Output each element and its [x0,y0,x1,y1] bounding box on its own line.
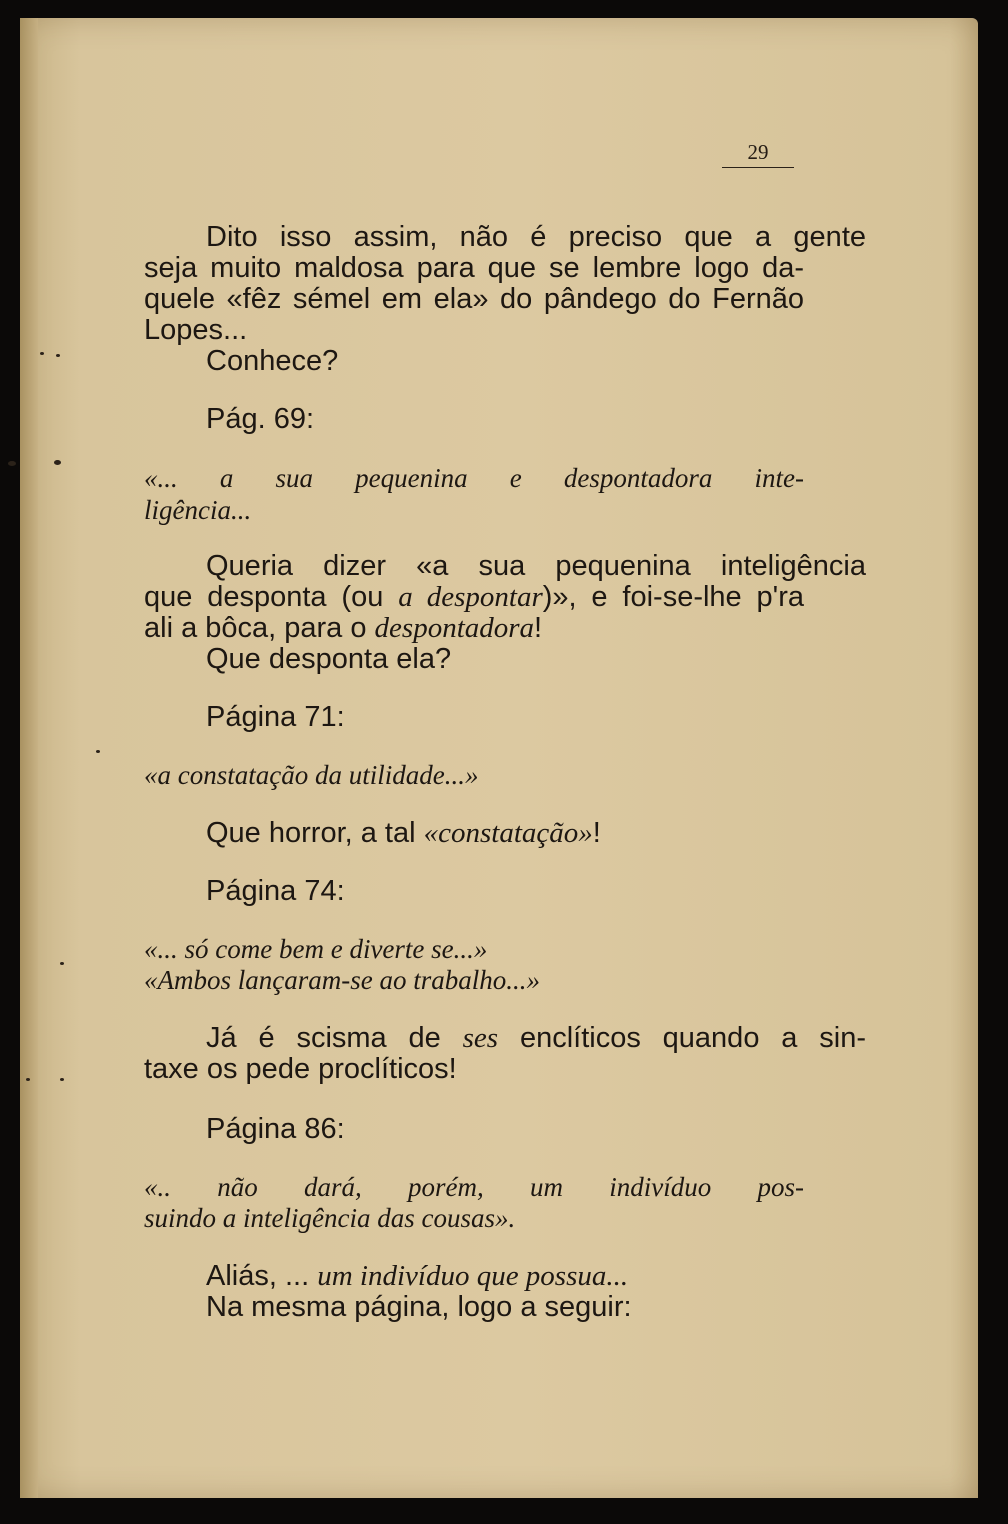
quote-line: «a constatação da utilidade...» [144,760,479,790]
quote-line: «... só come bem e diverte se...» [144,934,488,964]
text-line: Dito isso assim, não é preciso que a gente [206,221,866,253]
text-line: ali a bôca, para o despontadora! [144,612,543,644]
text-line: Que horror, a tal «constatação»! [206,817,601,849]
paper-speck [56,354,60,357]
section-heading: Página 86: [206,1113,345,1145]
text-line: quele «fêz sémel em ela» do pândego do Fernão [144,283,804,315]
quote-line: ligência... [144,495,252,525]
paper-speck [26,1078,30,1081]
text-line: Lopes... [144,314,248,346]
quote-line: «Ambos lançaram-se ao trabalho...» [144,965,540,995]
text-line: seja muito maldosa para que se lembre logo da- [144,252,804,284]
text-line: Queria dizer «a sua pequenina inteligência [206,550,866,582]
section-heading: Página 71: [206,701,345,733]
text-line: Na mesma página, logo a seguir: [206,1291,632,1323]
quote-line: suindo a inteligência das cousas». [144,1203,516,1233]
paper-speck [40,352,44,355]
page-gutter [20,18,38,1498]
text-line: Já é scisma de ses enclíticos quando a sin- [206,1022,866,1054]
quote-line: «.. não dará, porém, um indivíduo pos- [144,1172,804,1202]
text-line: que desponta (ou a despontar)», e foi-se-lhe p'ra [144,581,804,613]
quote-line: «... a sua pequenina e despontadora inte- [144,463,804,493]
paper-speck [54,460,61,465]
paper-speck [96,750,100,753]
section-heading: Página 74: [206,875,345,907]
text-line: taxe os pede proclíticos! [144,1053,457,1085]
text-line: Aliás, ... um indivíduo que possua... [206,1260,629,1292]
section-heading: Pág. 69: [206,403,315,435]
paper-speck [8,461,16,466]
page-number: 29 [722,140,794,168]
paper-speck [60,1078,64,1081]
text-line: Que desponta ela? [206,643,452,675]
paper-speck [60,962,64,965]
text-line: Conhece? [206,345,339,377]
